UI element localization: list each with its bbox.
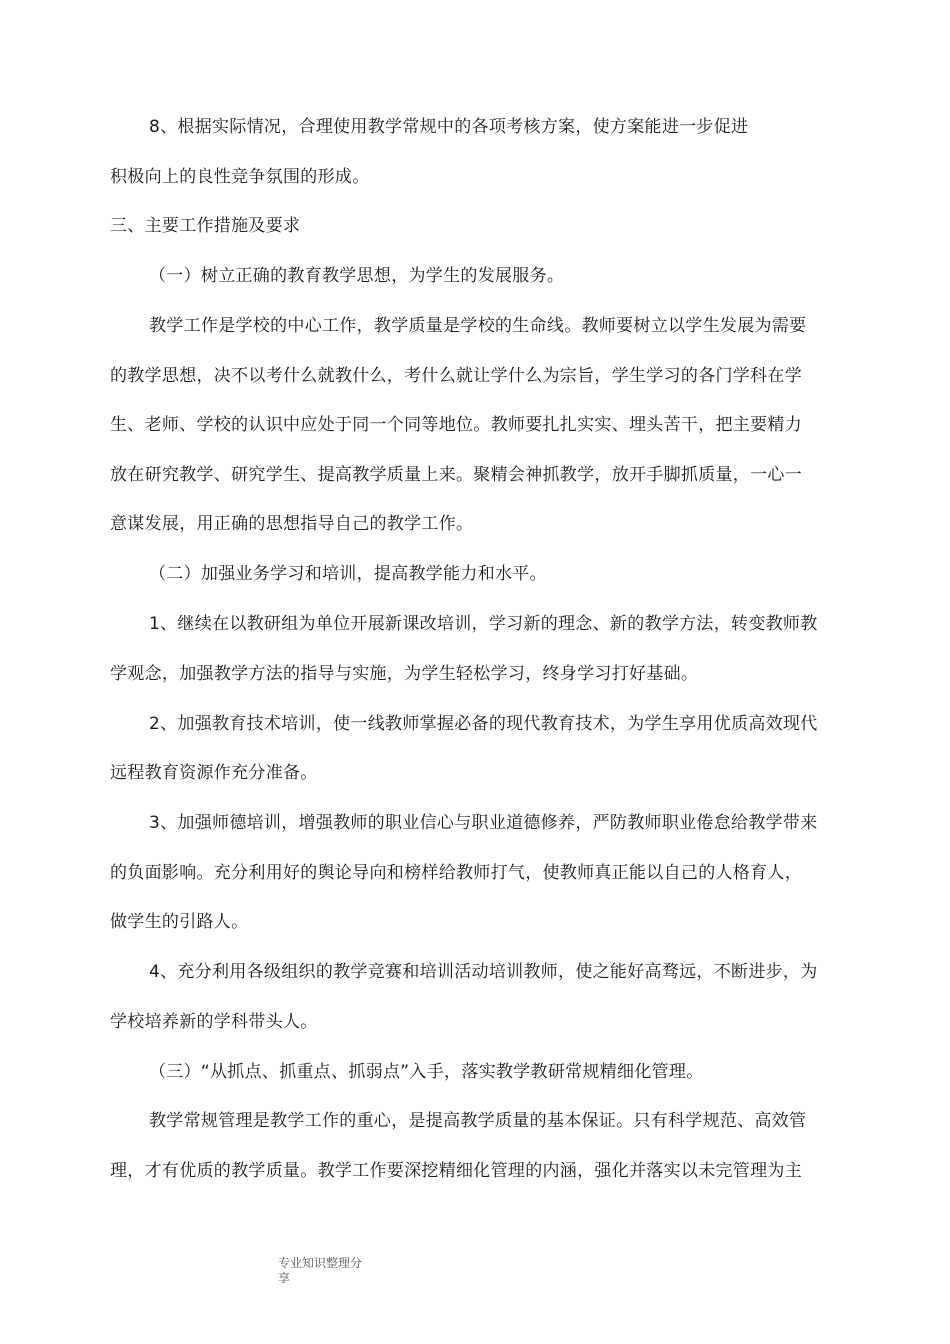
paragraph-line: 做学生的引路人。 bbox=[110, 912, 249, 932]
paragraph-line: 积极向上的良性竞争氛围的形成。 bbox=[110, 167, 370, 187]
paragraph-line: 的负面影响。充分利用好的舆论导向和榜样给教师打气，使教师真正能以自己的人格育人， bbox=[110, 863, 802, 883]
paragraph-line: 1、继续在以教研组为单位开展新课改培训，学习新的理念、新的教学方法，转变教师教 bbox=[149, 614, 818, 634]
footer-text-continued: 享 bbox=[278, 1271, 291, 1285]
paragraph-line: 教学工作是学校的中心工作，教学质量是学校的生命线。教师要树立以学生发展为需要 bbox=[149, 316, 807, 336]
section-heading: 三、主要工作措施及要求 bbox=[110, 216, 301, 236]
subsection-heading: （一）树立正确的教育教学思想，为学生的发展服务。 bbox=[149, 266, 565, 286]
paragraph-line: 4、充分利用各级组织的教学竞赛和培训活动培训教师，使之能好高骛远，不断进步，为 bbox=[149, 962, 818, 982]
paragraph-line: 教学常规管理是教学工作的重心，是提高教学质量的基本保证。只有科学规范、高效管 bbox=[149, 1111, 807, 1131]
subsection-heading: （三）“从抓点、抓重点、抓弱点”入手，落实教学教研常规精细化管理。 bbox=[149, 1062, 704, 1082]
paragraph-line: 学校培养新的学科带头人。 bbox=[110, 1012, 318, 1032]
paragraph-line: 2、加强教育技术培训，使一线教师掌握必备的现代教育技术，为学生享用优质高效现代 bbox=[149, 714, 818, 734]
paragraph-line: 8、根据实际情况，合理使用教学常规中的各项考核方案，使方案能进一步促进 bbox=[149, 117, 749, 137]
paragraph-line: 理，才有优质的教学质量。教学工作要深挖精细化管理的内涵，强化并落实以未完管理为主 bbox=[110, 1161, 802, 1181]
subsection-heading: （二）加强业务学习和培训，提高教学能力和水平。 bbox=[149, 564, 547, 584]
paragraph-line: 生、老师、学校的认识中应处于同一个同等地位。教师要扎扎实实、埋头苦干，把主要精力 bbox=[110, 415, 802, 435]
paragraph-line: 的教学思想，决不以考什么就教什么，考什么就让学什么为宗旨，学生学习的各门学科在学 bbox=[110, 366, 802, 386]
paragraph-line: 3、加强师德培训，增强教师的职业信心与职业道德修养，严防教师职业倦怠给教学带来 bbox=[149, 813, 818, 833]
paragraph-line: 学观念，加强教学方法的指导与实施，为学生轻松学习，终身学习打好基础。 bbox=[110, 664, 699, 684]
paragraph-line: 远程教育资源作充分准备。 bbox=[110, 763, 318, 783]
footer-text: 专业知识整理分 bbox=[278, 1256, 363, 1270]
paragraph-line: 意谋发展，用正确的思想指导自己的教学工作。 bbox=[110, 514, 474, 534]
paragraph-line: 放在研究教学、研究学生、提高教学质量上来。聚精会神抓教学，放开手脚抓质量，一心一 bbox=[110, 465, 802, 485]
